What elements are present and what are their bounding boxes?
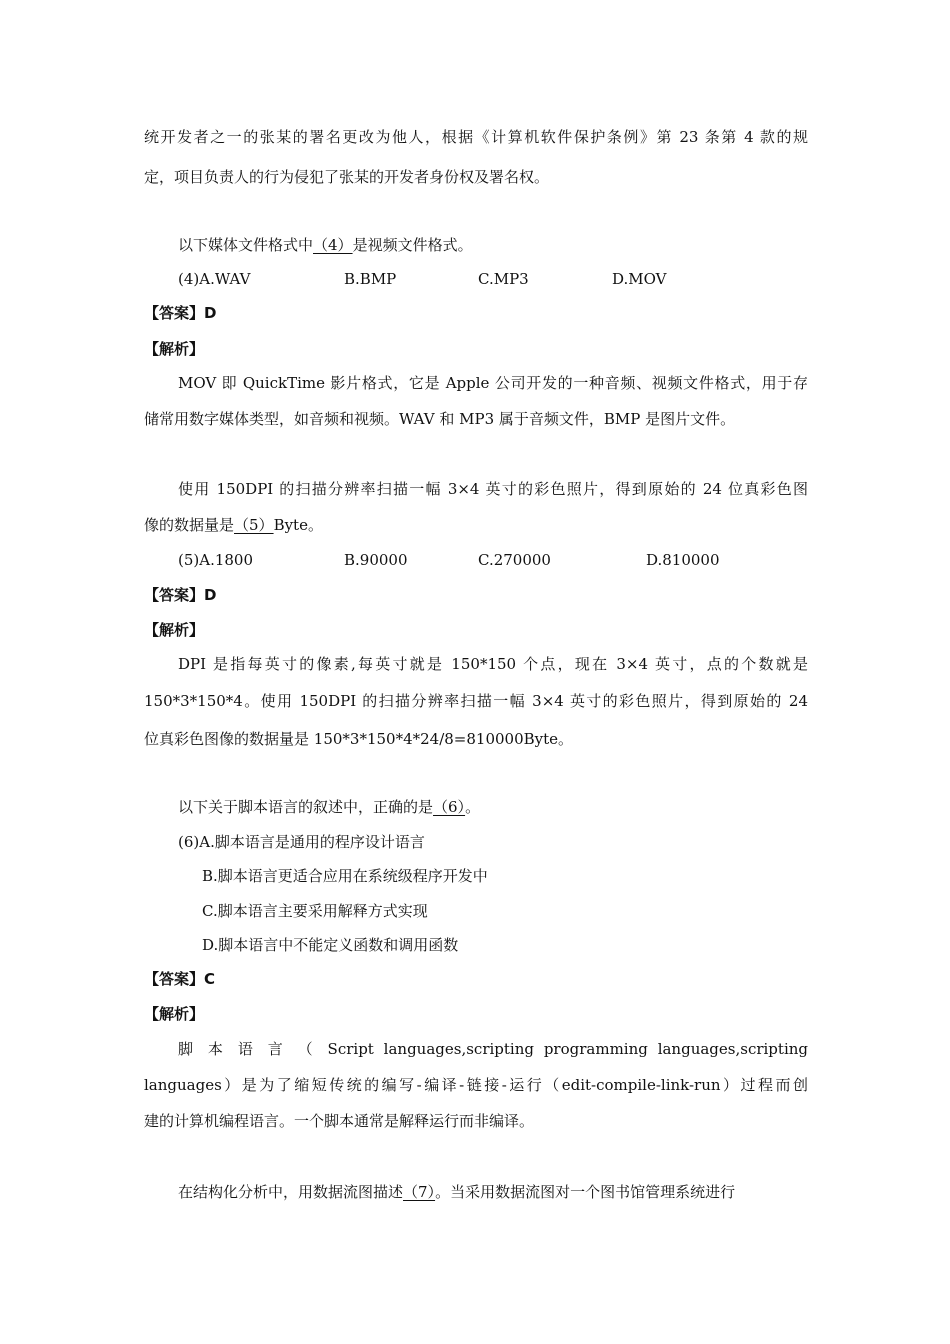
- q6-analysis-line-3: 建的计算机编程语言。一个脚本通常是解释运行而非编译。: [144, 1112, 535, 1130]
- q6-option-b: B.脚本语言更适合应用在系统级程序开发中: [202, 867, 488, 885]
- q4-option-c: C.MP3: [478, 270, 529, 288]
- q5-option-c: C.270000: [478, 551, 551, 569]
- q4-option-d: D.MOV: [612, 270, 667, 288]
- q4-blank: （4）: [313, 236, 353, 254]
- q6-analysis-label: 【解析】: [144, 1005, 205, 1023]
- q7-stem-post: 。当采用数据流图对一个图书馆管理系统进行: [435, 1183, 736, 1201]
- q6-option-a: (6)A.脚本语言是通用的程序设计语言: [178, 833, 425, 851]
- q4-option-a: (4)A.WAV: [178, 270, 251, 288]
- q5-blank: （5）: [234, 516, 274, 534]
- q4-stem-post: 是视频文件格式。: [352, 236, 473, 254]
- q6-blank: （6）: [433, 798, 466, 816]
- q5-option-a: (5)A.1800: [178, 551, 254, 569]
- q5-analysis-label: 【解析】: [144, 621, 205, 639]
- q4-answer: 【答案】D: [144, 304, 217, 322]
- q5-analysis-line-2: 150*3*150*4。使用 150DPI 的扫描分辨率扫描一幅 3×4 英寸的彩色照片，得到原始的 24: [144, 692, 808, 710]
- q4-stem-pre: 以下媒体文件格式中: [178, 236, 314, 254]
- q6-stem-post: 。: [465, 798, 481, 816]
- q4-analysis-line-2: 储常用数字媒体类型，如音频和视频。WAV 和 MP3 属于音频文件，BMP 是图片文件。: [144, 410, 736, 428]
- q5-option-b: B.90000: [344, 551, 408, 569]
- q5-analysis-line-3: 位真彩色图像的数据量是 150*3*150*4*24/8=810000Byte。: [144, 730, 574, 748]
- q6-answer: 【答案】C: [144, 970, 216, 988]
- q7-stem: [178, 1181, 808, 1203]
- q4-analysis-label: 【解析】: [144, 340, 205, 358]
- q7-stem-pre: 在结构化分析中，用数据流图描述: [178, 1183, 404, 1201]
- q7-blank: （7）: [403, 1183, 436, 1201]
- q6-stem-pre: 以下关于脚本语言的叙述中，正确的是: [178, 798, 434, 816]
- q4-stem: [178, 234, 808, 256]
- q5-option-d: D.810000: [646, 551, 720, 569]
- q5-stem-line-2: [144, 514, 808, 536]
- q6-option-c: C.脚本语言主要采用解释方式实现: [202, 902, 428, 920]
- q6-analysis-line-2: languages）是为了缩短传统的编写-编译-链接-运行（edit-compile-link-run）过程而创: [144, 1076, 808, 1094]
- q6-analysis-line-1: 脚 本 语 言 （ Script languages,scripting programming languages,scripting: [178, 1040, 808, 1058]
- q5-stem-pre: 像的数据量是: [144, 516, 235, 534]
- q5-stem-post: Byte。: [273, 516, 323, 534]
- q4-option-b: B.BMP: [344, 270, 397, 288]
- q5-analysis-line-1: DPI 是指每英寸的像素,每英寸就是 150*150 个点，现在 3×4 英寸，点的个数就是: [178, 655, 808, 673]
- q6-option-d: D.脚本语言中不能定义函数和调用函数: [202, 936, 459, 954]
- q4-analysis-line-1: MOV 即 QuickTime 影片格式，它是 Apple 公司开发的一种音频、视频文件格式，用于存: [178, 374, 808, 392]
- intro-line-2: 定，项目负责人的行为侵犯了张某的开发者身份权及署名权。: [144, 168, 550, 186]
- intro-line-1: 统开发者之一的张某的署名更改为他人，根据《计算机软件保护条例》第 23 条第 4 款的规: [144, 128, 808, 146]
- q6-stem: [178, 796, 808, 818]
- q5-answer: 【答案】D: [144, 586, 217, 604]
- q5-stem-line-1: 使用 150DPI 的扫描分辨率扫描一幅 3×4 英寸的彩色照片，得到原始的 24 位真彩色图: [178, 480, 808, 498]
